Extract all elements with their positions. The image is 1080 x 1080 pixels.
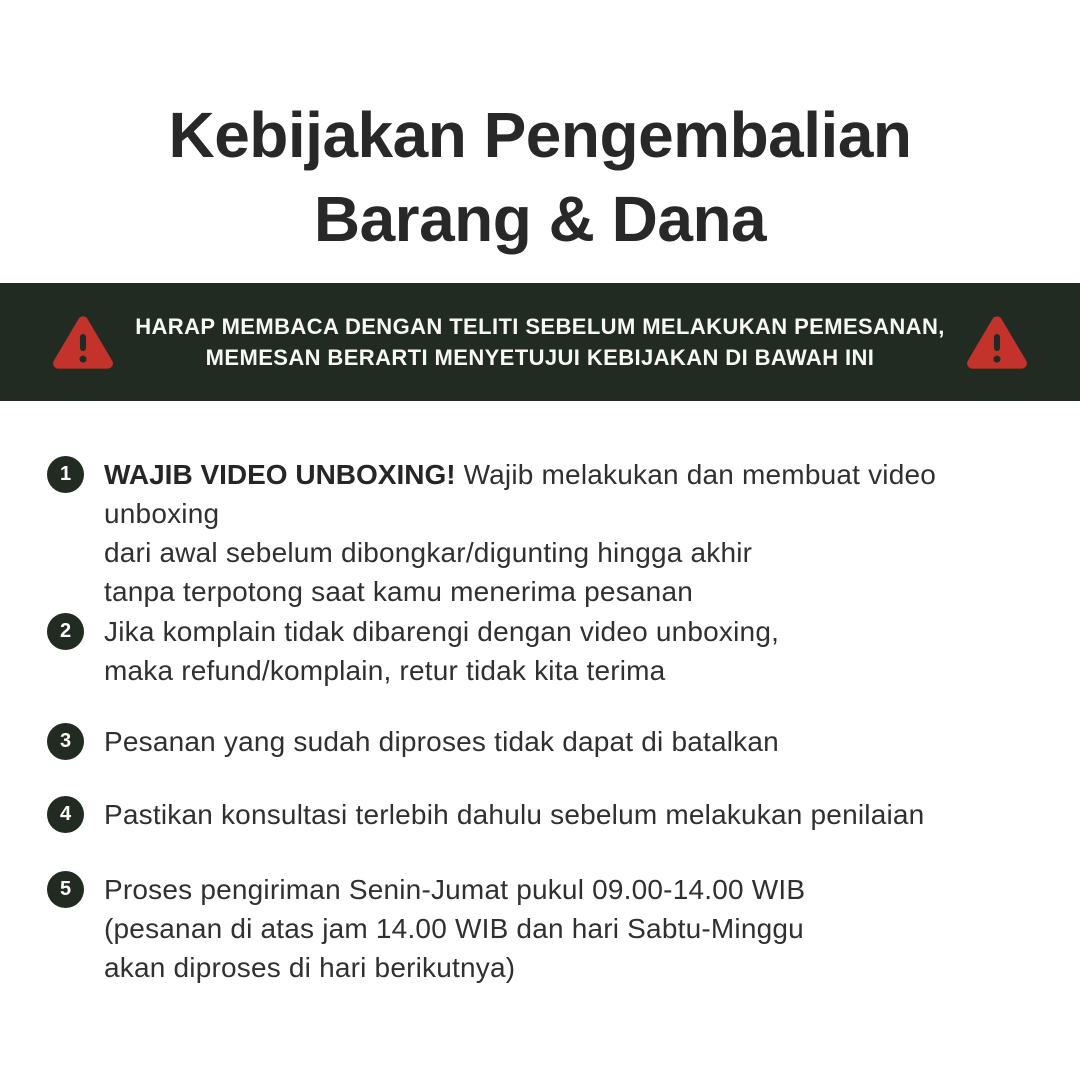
item-number-badge <box>47 796 84 833</box>
page-title-line2: Barang & Dana <box>313 183 767 255</box>
policy-line: Proses pengiriman Senin-Jumat pukul 09.00-14.00 WIB <box>104 874 806 905</box>
policy-item-text <box>104 612 1050 690</box>
item-number-badge <box>47 456 84 493</box>
warning-icon <box>966 314 1028 371</box>
policy-item-text <box>104 455 1050 611</box>
policy-line: Jika komplain tidak dibarengi dengan video unboxing, <box>104 616 780 647</box>
item-number-badge <box>47 723 84 760</box>
policy-line: Pesanan yang sudah diproses tidak dapat di batalkan <box>104 726 779 757</box>
policy-line: maka refund/komplain, retur tidak kita terima <box>104 655 666 686</box>
policy-line: (pesanan di atas jam 14.00 WIB dan hari Sabtu-Minggu <box>104 913 804 944</box>
policy-item-2 <box>47 612 1050 690</box>
item-number: 4 <box>59 803 72 825</box>
page-title-line1: Kebijakan Pengembalian <box>168 99 912 171</box>
warning-banner-text <box>114 311 966 373</box>
policy-bold-lead: WAJIB VIDEO UNBOXING! <box>104 459 456 490</box>
warning-banner-line1: HARAP MEMBACA DENGAN TELITI SEBELUM MELAKUKAN PEMESANAN, <box>135 314 945 339</box>
item-number-badge <box>47 613 84 650</box>
policy-item-text <box>104 795 1050 834</box>
policy-item-text <box>104 722 1050 761</box>
policy-item-5 <box>47 870 1050 987</box>
exclamation-dot <box>79 355 86 362</box>
item-number: 1 <box>59 463 72 485</box>
item-number-badge <box>47 871 84 908</box>
warning-banner-line2: MEMESAN BERARTI MENYETUJUI KEBIJAKAN DI BAWAH INI <box>205 345 875 370</box>
policy-item-3 <box>47 722 1050 761</box>
policy-item-4 <box>47 795 1050 834</box>
exclamation-dot <box>993 355 1000 362</box>
policy-item-text <box>104 870 1050 987</box>
page-title <box>0 93 1080 261</box>
exclamation-bar <box>80 333 86 350</box>
policy-item-1 <box>47 455 1050 611</box>
policy-line: Pastikan konsultasi terlebih dahulu sebelum melakukan penilaian <box>104 799 925 830</box>
policy-line: akan diproses di hari berikutnya) <box>104 952 516 983</box>
policy-line: tanpa terpotong saat kamu menerima pesanan <box>104 576 693 607</box>
exclamation-bar <box>994 333 1000 350</box>
item-number: 2 <box>59 620 72 642</box>
policy-line: WAJIB VIDEO UNBOXING! Wajib melakukan dan membuat video unboxing <box>104 459 937 529</box>
warning-banner <box>0 283 1080 401</box>
policy-line: dari awal sebelum dibongkar/digunting hingga akhir <box>104 537 753 568</box>
item-number: 3 <box>59 730 72 752</box>
warning-icon <box>52 314 114 371</box>
item-number: 5 <box>59 878 72 900</box>
